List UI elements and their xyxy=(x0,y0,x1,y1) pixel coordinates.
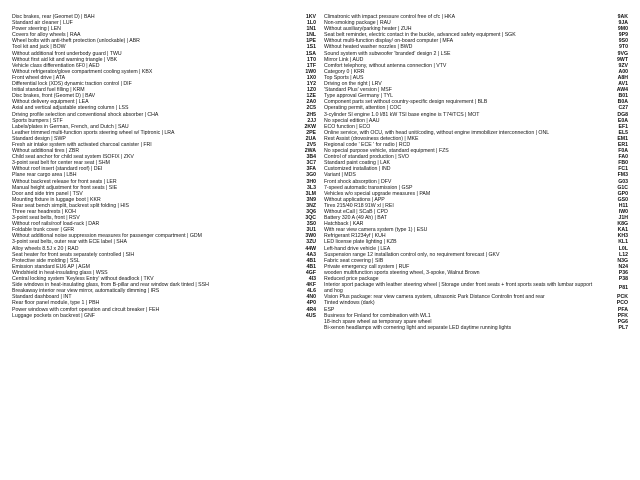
option-code: A00 xyxy=(618,68,628,75)
option-description: Driving on the right | LRV xyxy=(324,81,382,88)
option-description: Plane rear cargo area | LBH xyxy=(12,172,77,179)
option-description: Fabric seat covering | SIB xyxy=(324,257,384,264)
option-description: Online service, with OCU, with head unit/coding, without engine immobilizer interconnection | ONL xyxy=(324,129,550,136)
option-description: Windshield in heat-insulating glass | WSS xyxy=(12,269,108,276)
option-description: 7-speed automatic transmission | GSP xyxy=(324,184,413,191)
option-code: L0L xyxy=(618,245,628,252)
option-code: B01 xyxy=(618,93,628,100)
option-code: 3NZ xyxy=(306,202,316,209)
option-code: ER1 xyxy=(617,141,628,148)
option-row xyxy=(324,282,628,294)
option-description: Hatchback | KAR xyxy=(324,221,364,228)
option-description: No special purpose vehicle, standard equipment | FZS xyxy=(324,148,449,155)
option-code: 3S0 xyxy=(306,221,316,228)
option-description: Component parts set without country-specific design requirement | BLB xyxy=(324,99,488,106)
option-description: Rear floor panel module, type 1 | PBH xyxy=(12,300,100,307)
option-code: 1L0 xyxy=(307,20,316,27)
option-description: Business for Finland for combination with WL1 xyxy=(324,312,431,319)
option-description: Vehicles w/o special upgrade measures | PAM xyxy=(324,190,431,197)
option-description: 3-point seat belts, front | RSV xyxy=(12,215,80,222)
option-description: Door and side trim panel | TSV xyxy=(12,190,83,197)
option-description: Without roof insert (standard roof) | DEI xyxy=(12,166,103,173)
option-code: PL7 xyxy=(618,324,628,331)
option-description: Standard air cleaner | LUF xyxy=(12,20,73,27)
option-code: 4B1 xyxy=(306,263,316,270)
option-description: Standard paint coating | LAK xyxy=(324,160,390,167)
option-description: Tinted windows (dark) xyxy=(324,300,375,307)
option-description: Regional code ' ECE ' for radio | RCD xyxy=(324,141,411,148)
option-description: Mirror Link | AUD xyxy=(324,56,364,63)
option-description: Category 0 | KRR xyxy=(324,68,365,75)
option-description: Emission standard EU6 AP | AGM xyxy=(12,263,90,270)
option-code: 1PE xyxy=(306,38,316,45)
option-code: KH3 xyxy=(617,233,628,240)
option-code: 3W0 xyxy=(305,233,316,240)
option-code: 2H5 xyxy=(306,111,316,118)
option-code: 3L3 xyxy=(307,184,316,191)
option-description: Vehicle class differentiation 6F0 | AED xyxy=(12,62,100,69)
option-description: Mounting fixture in luggage boot | KKR xyxy=(12,196,101,203)
options-column-right xyxy=(324,14,628,480)
option-code: 2A0 xyxy=(306,99,316,106)
option-code: 3N9 xyxy=(306,196,316,203)
option-code: J1H xyxy=(618,215,628,222)
option-description: Central locking system 'Keyless Entry' without deadlock | TKV xyxy=(12,276,154,283)
option-code: F0A xyxy=(618,148,628,155)
option-description: Without additional front underbody guard | TWU xyxy=(12,50,122,57)
option-description: Luggage pockets on backrest | GNF xyxy=(12,312,95,319)
option-description: Operating permit, attention | COC xyxy=(324,105,402,112)
option-description: Labels/plates in German, French, and Dutch | SAU xyxy=(12,123,129,130)
option-code: 2V5 xyxy=(306,141,316,148)
option-code: 9AK xyxy=(617,14,628,20)
option-description: Without refrigerator/glove compartment cooling system | KBX xyxy=(12,68,153,75)
option-code: 4I3 xyxy=(308,276,316,283)
option-description: Bi-xenon headlamps with cornering light and separate LED daytime running lights xyxy=(324,324,512,331)
option-row xyxy=(324,325,628,331)
option-description: Without backrest release for front seats | LER xyxy=(12,178,117,185)
option-code: E0A xyxy=(617,117,628,124)
option-description: Foldable trunk cover | GFR xyxy=(12,227,75,234)
option-description: Sound system with subwoofer 'branded' design 2 | LSE xyxy=(324,50,451,57)
option-code: 1TF xyxy=(306,62,316,69)
option-description: Side windows in heat-insulating glass, from B-pillar and rear window dark tinted | SSH xyxy=(12,282,209,289)
option-description: No special edition | AAU xyxy=(324,117,380,124)
option-description: Three rear headrests | KOH xyxy=(12,209,76,215)
option-description: Without delivery equipment | LEA xyxy=(12,99,89,106)
option-code: 4R4 xyxy=(306,306,316,313)
option-description: Differential lock (XDS) dynamic traction control | DIF xyxy=(12,81,132,88)
option-code: 44W xyxy=(305,245,316,252)
option-code: 4KF xyxy=(306,282,316,289)
option-code: 1Y2 xyxy=(306,81,316,88)
option-code: 2PE xyxy=(306,129,316,136)
option-code: 2UA xyxy=(305,135,316,142)
option-description: Private emergency call system | RUF xyxy=(324,263,410,270)
option-description: Disc brakes, rear (Geomet D) | BAH xyxy=(12,14,95,20)
option-code: 3QC xyxy=(305,215,316,222)
option-description: Without applications | APP xyxy=(324,196,385,203)
option-description: wooden multifunction sports steering wheel, 3-spoke, Walnut Brown xyxy=(324,269,480,276)
option-description: Tires 215/40 R18 91W xl | REI xyxy=(324,202,394,209)
option-code: 9JA xyxy=(618,20,628,27)
option-code: 4L6 xyxy=(307,288,316,295)
option-code: 3LM xyxy=(305,190,316,197)
option-code: 3U1 xyxy=(306,227,316,234)
option-code: 9M0 xyxy=(617,26,628,33)
option-code: 4US xyxy=(305,312,316,319)
option-description: Control of standard production | SVO xyxy=(324,154,409,161)
option-description: Battery 320 A (49 Ah) | BAT xyxy=(324,215,387,222)
option-description: Interior sport package with leather steering wheel | Storage under front seats + front sports seats with lumbar support and hog xyxy=(324,282,593,295)
option-description: Standard design | SWP xyxy=(12,135,66,142)
option-description: 3-point seat belt for center rear seat | SHM xyxy=(12,160,110,167)
option-description: Seat heater for front seats separately controlled | SIH xyxy=(12,251,135,258)
option-description: Rest Assist (drowsiness detection) | MKE xyxy=(324,135,419,142)
option-code: 3C7 xyxy=(306,160,316,167)
option-code: 1ZE xyxy=(306,93,316,100)
option-code: 2C5 xyxy=(306,105,316,112)
option-description: Non-smoking package | RAU xyxy=(324,20,391,27)
option-description: Without auxiliary/parking heater | ZUH xyxy=(324,26,412,33)
option-code: G1C xyxy=(617,184,628,191)
option-code: 1KV xyxy=(305,14,316,20)
option-code: 4B1 xyxy=(306,257,316,264)
option-code: N24 xyxy=(618,263,628,270)
option-description: ECO function | ECO xyxy=(324,123,371,130)
option-description: Without multi-function display/ on-board computer | MFA xyxy=(324,38,454,45)
option-description: Reduced price package xyxy=(324,276,379,283)
option-description: 'Standard Plus' version | MSF xyxy=(324,87,392,94)
option-code: H11 xyxy=(618,202,628,209)
option-description: ESP xyxy=(324,306,335,313)
option-code: FC1 xyxy=(618,166,628,173)
option-description: Disc brakes, front (Geomet D) | BAV xyxy=(12,93,96,100)
option-code: 4A3 xyxy=(306,251,316,258)
option-code: EM1 xyxy=(617,135,628,142)
option-code: 9P9 xyxy=(618,32,628,39)
option-code: 9VG xyxy=(617,50,628,57)
option-description: Protective side molding | SSL xyxy=(12,257,80,264)
option-code: 3ZU xyxy=(306,239,316,246)
option-description: Sports bumpers | STF xyxy=(12,117,63,124)
option-code: 4N0 xyxy=(306,294,316,301)
option-description: Front wheel drive | ATA xyxy=(12,74,66,81)
option-code: 3Q6 xyxy=(306,209,316,215)
option-code: PFK xyxy=(617,312,628,319)
option-code: KA1 xyxy=(617,227,628,234)
option-description: Tool kit and jack | BOW xyxy=(12,44,66,51)
option-description: Breakaway interior rear view mirror, automatically dimming | IRS xyxy=(12,288,160,295)
option-description: Alloy wheels 8.5J x 20 | RAD xyxy=(12,245,79,252)
option-code: 1T0 xyxy=(307,56,316,63)
option-description: Driving profile selection and conventional shock absorber | CHA xyxy=(12,111,159,118)
option-code: PFA xyxy=(617,306,628,313)
option-code: PCO xyxy=(616,300,628,307)
option-code: 9T0 xyxy=(619,44,628,51)
option-code: C27 xyxy=(618,105,628,112)
option-code: AV1 xyxy=(618,81,628,88)
option-code: 1Z0 xyxy=(307,87,316,94)
option-code: P36 xyxy=(618,269,628,276)
option-description: Wheel bolts with anti-theft protection (unlockable) | ABR xyxy=(12,38,140,45)
option-description: Comfort telephony, without antenna connection | VTV xyxy=(324,62,447,69)
option-description: Initial standard fuel filling | KRM xyxy=(12,87,85,94)
option-description: Customized installation | IND xyxy=(324,166,391,173)
option-code: AW4 xyxy=(616,87,628,94)
option-code: PG6 xyxy=(617,318,628,325)
option-description: Leather trimmed multi-function sports steering wheel w/ Tiptronic | LRA xyxy=(12,129,175,136)
option-code: KL1 xyxy=(618,239,628,246)
option-description: Seat belt reminder, electric contact in the buckle, advanced safety equipment | SGK xyxy=(324,32,516,39)
option-code: GP0 xyxy=(617,190,628,197)
option-code: 4GF xyxy=(305,269,316,276)
option-code: 2JJ xyxy=(307,117,316,124)
option-code: K8G xyxy=(617,221,628,228)
option-description: Left-hand drive vehicle | LEA xyxy=(324,245,391,252)
option-code: B0A xyxy=(617,99,628,106)
option-code: L12 xyxy=(619,251,628,258)
option-description: Rear seat bench simplit, backrest split folding | HIS xyxy=(12,202,129,209)
option-code: EF1 xyxy=(618,123,628,130)
option-description: Without first aid kit and warning triangle | VBK xyxy=(12,56,118,63)
option-code: 1NL xyxy=(306,32,316,39)
option-code: 1S1 xyxy=(306,44,316,51)
option-description: Axial and vertical adjustable steering column | LSS xyxy=(12,105,129,112)
option-code: 9ZV xyxy=(618,62,628,69)
option-description: With rear view camera system (type 1) | ESU xyxy=(324,227,428,234)
option-code: 9WT xyxy=(617,56,628,63)
option-description: 3-point seat belts, outer rear with ECE label | SHA xyxy=(12,239,127,246)
option-code: FB0 xyxy=(618,160,628,167)
option-description: Without roof rails/roof load-rack | DAR xyxy=(12,221,100,228)
option-description: Without additional noise suppression measures for passenger compartment | GDM xyxy=(12,233,202,240)
option-description: Manual height adjustment for front seats | SIE xyxy=(12,184,118,191)
option-code: GS0 xyxy=(617,196,628,203)
option-code: PCK xyxy=(617,294,628,301)
option-code: 3H0 xyxy=(306,178,316,185)
option-code: P38 xyxy=(618,276,628,283)
option-code: FA0 xyxy=(618,154,628,161)
option-description: 3-cylinder SI engine 1.0 l/81 kW TSI base engine is T74/TCS | MOT xyxy=(324,111,480,118)
option-code: 1X0 xyxy=(306,74,316,81)
option-code: A8H xyxy=(617,74,628,81)
option-description: Standard dashboard | INT xyxy=(12,294,72,301)
option-description: Without eCall | SCaB | CPD xyxy=(324,209,388,215)
option-description: Power steering | LEN xyxy=(12,26,61,33)
option-code: 4P0 xyxy=(306,300,316,307)
option-row xyxy=(12,313,316,319)
option-description: Covers for alloy wheels | RAA xyxy=(12,32,81,39)
option-description: Top Sports | AUS xyxy=(324,74,364,81)
option-code: 3B4 xyxy=(306,154,316,161)
option-description: Without heated washer nozzles | BWD xyxy=(324,44,413,51)
option-code: IW0 xyxy=(618,209,628,215)
option-code: 2KW xyxy=(304,123,316,130)
option-code: 1W0 xyxy=(305,68,316,75)
options-column-left xyxy=(12,14,316,480)
option-description: Type approval Germany | TYL xyxy=(324,93,394,100)
option-code: 9S0 xyxy=(618,38,628,45)
option-description: LED license plate lighting | KZB xyxy=(324,239,397,246)
option-description: Vision Plus package: rear view camera system, ultrasonic Park Distance Controlin front and rear xyxy=(324,294,545,301)
option-description: Refrigerant R1234yf | KUH xyxy=(324,233,386,240)
option-code: P81 xyxy=(618,285,628,292)
option-description: Fresh air intake system with activated charcoal canister | FRI xyxy=(12,141,152,148)
option-code: 3FA xyxy=(306,166,316,173)
option-code: 1N1 xyxy=(306,26,316,33)
option-code: FM3 xyxy=(617,172,628,179)
option-description: Power windows with comfort operation and circuit breaker | FEH xyxy=(12,306,160,313)
option-code: 1SA xyxy=(305,50,316,57)
option-code: EL5 xyxy=(618,129,628,136)
option-description: 18-inch spare wheel as temporary spare wheel xyxy=(324,318,432,325)
option-code: N3G xyxy=(617,257,628,264)
option-description: Climatronic with impact pressure control free of cfc | HKA xyxy=(324,14,456,20)
option-description: Front shock absorption | DFV xyxy=(324,178,392,185)
option-code: G03 xyxy=(618,178,628,185)
option-code: 3G0 xyxy=(306,172,316,179)
option-description: Without additional tires | ZBR xyxy=(12,148,80,155)
option-code: DG8 xyxy=(617,111,628,118)
option-description: Suspension range 12 installation control only, no requirement forecast | GKV xyxy=(324,251,500,258)
option-description: Variant | MDS xyxy=(324,172,356,179)
option-code: 2WA xyxy=(304,148,316,155)
option-description: Child seat anchor for child seat system ISOFIX | ZKV xyxy=(12,154,134,161)
